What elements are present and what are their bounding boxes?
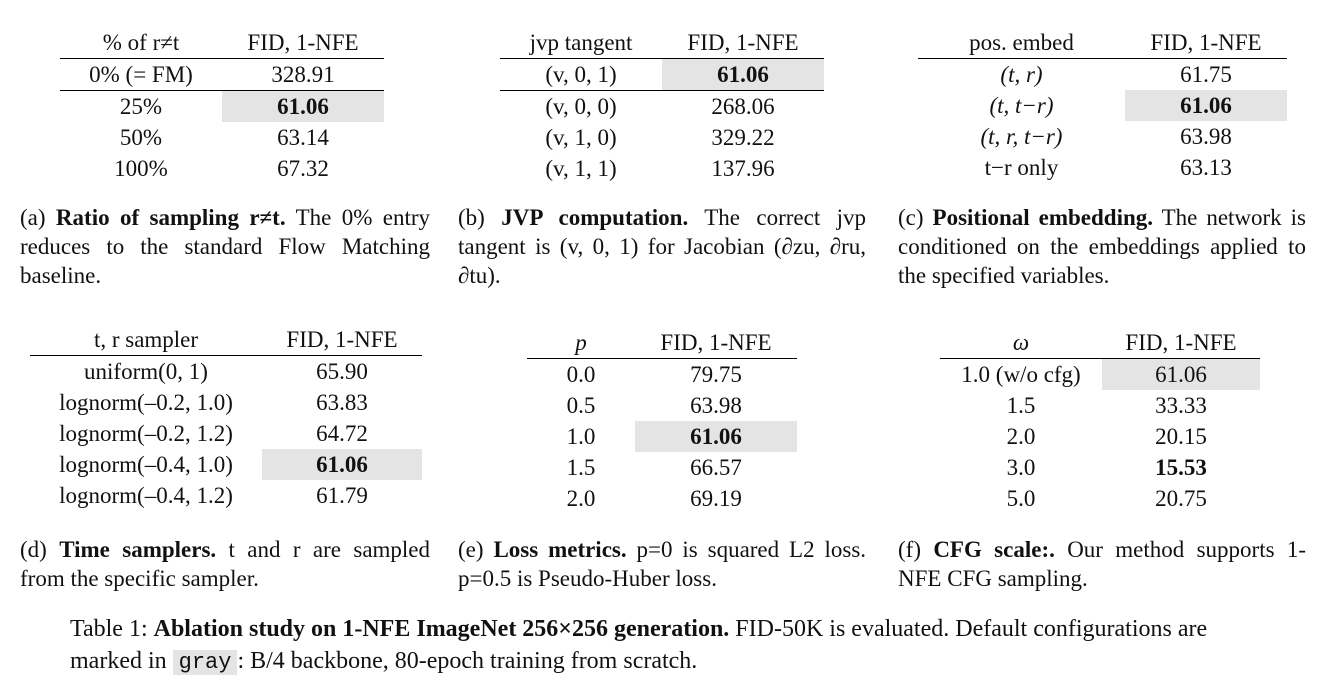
- table-row: [918, 90, 1287, 121]
- table-row: [940, 359, 1260, 391]
- fid-cell: 61.79: [316, 482, 368, 508]
- caption-b-text: The correct jvp tangent is (v, 0, 1) for Jacobian (∂zu, ∂ru, ∂tu).: [458, 205, 867, 288]
- table-row: [918, 59, 1287, 91]
- table-row: [940, 421, 1260, 452]
- caption-d-text: t and r are sampled from the specific sampler.: [20, 537, 431, 591]
- fid-cell: 69.19: [690, 485, 742, 511]
- caption-d-label: (d): [20, 537, 47, 562]
- table-row: [527, 452, 797, 483]
- setting-cell: uniform(0, 1): [84, 358, 208, 384]
- setting-cell: 5.0: [1006, 485, 1036, 511]
- setting-cell: 0.5: [566, 392, 596, 418]
- fid-cell: 65.90: [316, 358, 368, 384]
- setting-cell: 3.0: [1006, 454, 1036, 480]
- caption-a-label: (a): [20, 205, 46, 230]
- caption-c-label: (c): [898, 205, 924, 230]
- caption-a: [20, 203, 430, 290]
- table-row: [30, 356, 422, 388]
- setting-cell: 2.0: [566, 485, 596, 511]
- setting-cell: 2.0: [1006, 423, 1036, 449]
- setting-cell: (t, t−r): [989, 92, 1054, 118]
- caption-c-text: The network is conditioned on the embeddings applied to the specified variables.: [898, 205, 1307, 288]
- table-row: [918, 152, 1287, 183]
- table-row: [60, 122, 384, 153]
- table-b-header-fid: FID, 1-NFE: [662, 28, 824, 59]
- caption-f-title: CFG scale:.: [933, 537, 1055, 562]
- setting-cell: 50%: [119, 124, 163, 150]
- setting-cell: (v, 0, 1): [500, 59, 662, 91]
- table-row: [500, 153, 824, 184]
- fid-cell: 20.75: [1155, 485, 1207, 511]
- table-e-header-setting: p: [527, 328, 635, 359]
- caption-e: [458, 535, 866, 593]
- fid-cell: 63.14: [277, 124, 329, 150]
- table-b-panel: [500, 28, 824, 184]
- setting-cell: 0% (= FM): [60, 59, 222, 91]
- table-row: [60, 59, 384, 91]
- table-f-header-setting: ω: [940, 328, 1102, 359]
- table-c-header-fid: FID, 1-NFE: [1125, 28, 1287, 59]
- setting-cell: lognorm(–0.2, 1.0): [59, 389, 233, 415]
- table-e-panel: [527, 328, 797, 514]
- fid-cell: 79.75: [690, 361, 742, 387]
- fid-cell-default: 61.06: [1102, 359, 1260, 391]
- table-c-panel: [918, 28, 1287, 183]
- setting-cell: lognorm(–0.4, 1.2): [59, 482, 233, 508]
- setting-cell: 1.0 (w/o cfg): [961, 361, 1081, 387]
- setting-cell: (t, r, t−r): [980, 123, 1063, 149]
- table-d-panel: [30, 325, 422, 511]
- table-row: [527, 359, 797, 391]
- fid-cell: 63.83: [316, 389, 368, 415]
- table-row: [60, 91, 384, 123]
- setting-cell: 1.5: [566, 454, 596, 480]
- table-caption: [70, 613, 1260, 679]
- fid-cell-best: 15.53: [1155, 454, 1207, 480]
- table-d-header-setting: t, r sampler: [30, 325, 262, 356]
- caption-e-title: Loss metrics.: [493, 537, 627, 562]
- table-row: [918, 121, 1287, 152]
- table-a-panel: [60, 28, 384, 184]
- setting-cell: t−r only: [984, 154, 1059, 180]
- fid-cell: 66.57: [690, 454, 742, 480]
- table-caption-text-after: : B/4 backbone, 80-epoch training from scratch.: [237, 648, 698, 674]
- caption-b: [458, 203, 866, 290]
- caption-d: [20, 535, 430, 593]
- table-c-header-setting: pos. embed: [918, 28, 1125, 59]
- setting-cell: lognorm(–0.2, 1.2): [59, 420, 233, 446]
- table-row: [527, 390, 797, 421]
- fid-cell: 64.72: [316, 420, 368, 446]
- table-row: [940, 390, 1260, 421]
- fid-cell-default: 61.06: [262, 449, 422, 480]
- setting-cell: (v, 1, 0): [545, 124, 617, 150]
- fid-cell: 33.33: [1155, 392, 1207, 418]
- setting-cell: (t, r): [1000, 61, 1043, 87]
- table-row: [30, 418, 422, 449]
- caption-a-text: The 0% entry reduces to the standard Flow Matching baseline.: [20, 205, 430, 288]
- setting-cell: (v, 0, 0): [545, 93, 617, 119]
- table-a-header-fid: FID, 1-NFE: [222, 28, 384, 59]
- fid-cell: 67.32: [277, 155, 329, 181]
- setting-cell: 25%: [119, 93, 163, 119]
- table-row: [527, 483, 797, 514]
- caption-b-label: (b): [458, 205, 485, 230]
- table-row: [500, 91, 824, 123]
- caption-e-label: (e): [458, 537, 484, 562]
- table-f-header-fid: FID, 1-NFE: [1102, 328, 1260, 359]
- setting-cell: lognorm(–0.4, 1.0): [59, 451, 233, 477]
- fid-cell: 328.91: [222, 59, 384, 91]
- fid-cell: 20.15: [1155, 423, 1207, 449]
- setting-cell: (v, 1, 1): [545, 155, 617, 181]
- caption-d-title: Time samplers.: [59, 537, 217, 562]
- caption-e-text: p=0 is squared L2 loss. p=0.5 is Pseudo-Huber loss.: [458, 537, 867, 591]
- table-b-header-setting: jvp tangent: [500, 28, 662, 59]
- caption-f: [898, 535, 1306, 593]
- setting-cell: 0.0: [566, 361, 596, 387]
- fid-cell: 63.13: [1180, 154, 1232, 180]
- table-row: [527, 421, 797, 452]
- table-a-header-setting: % of r≠t: [60, 28, 222, 59]
- table-caption-label: Table 1:: [70, 616, 148, 642]
- table-row: [30, 449, 422, 480]
- fid-cell: 137.96: [711, 155, 775, 181]
- table-row: [500, 59, 824, 91]
- fid-cell: 63.98: [690, 392, 742, 418]
- caption-c: [898, 203, 1306, 290]
- caption-f-text: Our method supports 1-NFE CFG sampling.: [898, 537, 1307, 591]
- table-a: [60, 28, 384, 184]
- table-b: [500, 28, 824, 184]
- caption-f-label: (f): [898, 537, 921, 562]
- table-caption-title: Ablation study on 1-NFE ImageNet 256×256 generation.: [153, 616, 730, 642]
- table-d-header-fid: FID, 1-NFE: [262, 325, 422, 356]
- fid-cell-default: 61.06: [662, 59, 824, 91]
- table-row: [60, 153, 384, 184]
- fid-cell: 329.22: [711, 124, 775, 150]
- gray-legend-box: gray: [173, 650, 238, 675]
- fid-cell: 268.06: [711, 93, 775, 119]
- table-f: [940, 328, 1260, 514]
- fid-cell: 63.98: [1180, 123, 1232, 149]
- table-e: [527, 328, 797, 514]
- table-e-header-fid: FID, 1-NFE: [635, 328, 797, 359]
- caption-b-title: JVP computation.: [501, 205, 689, 230]
- table-c: [918, 28, 1287, 183]
- caption-a-title: Ratio of sampling r≠t.: [55, 205, 286, 230]
- table-d: [30, 325, 422, 511]
- setting-cell: 1.0: [566, 423, 596, 449]
- caption-c-title: Positional embedding.: [932, 205, 1153, 230]
- setting-cell: 1.5: [1006, 392, 1036, 418]
- fid-cell: 61.75: [1180, 61, 1232, 87]
- table-f-panel: [940, 328, 1260, 514]
- fid-cell-default: 61.06: [222, 91, 384, 123]
- fid-cell-default: 61.06: [1125, 90, 1287, 121]
- table-row: [30, 387, 422, 418]
- fid-cell-default: 61.06: [635, 421, 797, 452]
- table-row: [500, 122, 824, 153]
- setting-cell: 100%: [114, 155, 168, 181]
- table-caption-text: FID-50K is evaluated. Default configurations are marked in: [70, 616, 1208, 674]
- table-row: [940, 452, 1260, 483]
- table-row: [30, 480, 422, 511]
- table-row: [940, 483, 1260, 514]
